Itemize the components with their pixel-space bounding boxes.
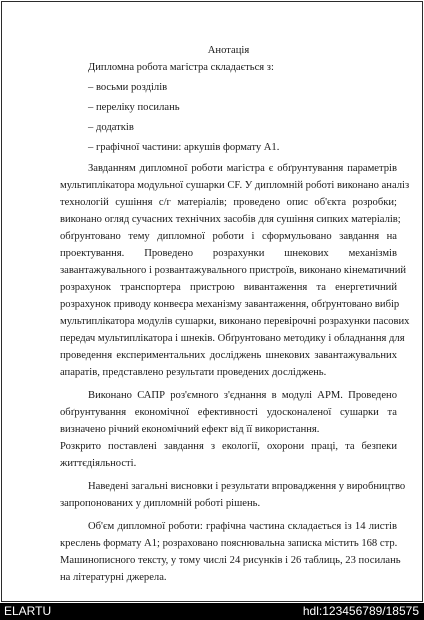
handle-identifier: hdl:123456789/18575 (302, 604, 419, 618)
paragraph-volume (60, 518, 401, 586)
paragraph-ecology (60, 438, 397, 472)
intro-line: – восьми розділів (88, 82, 168, 93)
paragraph-line: завантажувального і розвантажувального пристроїв, виконано кінематичний (60, 265, 407, 276)
paragraph-line: на літературні джерела. (60, 572, 167, 583)
paragraph-line: креслень формату А1; розраховано пояснювальна записка містить 168 стр. (60, 538, 398, 549)
paragraph-task (60, 160, 410, 381)
paragraph-line: проведення експериментальних досліджень шнекових завантажувальних (60, 350, 397, 361)
paragraph-line: мультиплікатора модульної сушарки CF. У дипломній роботі виконано аналіз (60, 180, 410, 191)
paragraph-line: технологій сушіння с/г матеріалів; проведено опис об'єкта розробки; (60, 197, 397, 208)
paragraph-line: запропонованих у дипломній роботі рішень. (60, 498, 261, 509)
paragraph-line: обґрунтування економічної ефективності удосконаленої сушарки та (60, 407, 397, 418)
paragraph-conclusions (60, 478, 406, 512)
paragraph-line: проектування. Проведено розрахунки шнекових механізмів (60, 248, 397, 259)
paragraph-line: Завданням дипломної роботи магістра є обґрунтування параметрів (88, 163, 397, 174)
paragraph-line: визначено річний економічний ефект від її використання. (60, 424, 320, 435)
paragraph-line: життєдіяльності. (60, 458, 137, 469)
intro-line: – додатків (88, 122, 134, 133)
paragraph-line: виконано огляд сучасних технічних засобів для сушіння сипких матеріалів; (60, 214, 401, 225)
document-body (60, 42, 410, 586)
paragraph-line: Об'єм дипломної роботи: графічна частина складається із 14 листів (88, 521, 397, 532)
paragraph-line: Виконано САПР роз'ємного з'єднання в модулі АРМ. Проведено (88, 390, 397, 401)
paragraph-line: обґрунтовано тему дипломної роботи і сформульовано завдання на (60, 231, 397, 242)
paragraph-line: апаратів, представлено результати проведених досліджень. (60, 367, 327, 378)
intro-line: Дипломна робота магістра складається з: (88, 62, 274, 73)
paragraph-line: мультиплікатора модулів сушарки, виконано перевірочні розрахунки пасових (60, 316, 410, 327)
document-title: Анотація (207, 45, 250, 56)
paragraph-cad (60, 387, 397, 438)
paragraph-line: Наведені загальні висновки і результати впровадження у виробництво (88, 481, 406, 492)
document-page (1, 1, 423, 602)
intro-line: – переліку посилань (88, 102, 180, 113)
paragraph-line: розрахунок транспортера пристрою вивантаження та енергетичний (60, 282, 397, 293)
paragraph-line: Розкрито поставлені завдання з екології, охорони праці, та безпеки (60, 441, 397, 452)
intro-line: – графічної частини: аркушів формату А1. (88, 142, 280, 153)
paragraph-line: Машинописного тексту, у тому числі 24 рисунків і 26 таблиць, 23 посилань (60, 555, 401, 566)
repository-name: ELARTU (4, 604, 52, 618)
paragraph-line: розрахунок приводу конвеєра механізму завантаження, обґрунтовано вибір (60, 299, 400, 310)
repository-footer (0, 603, 424, 620)
paragraph-line: передач мультиплікатора і шнеків. Обґрунтовано методику і обладнання для (60, 333, 405, 344)
